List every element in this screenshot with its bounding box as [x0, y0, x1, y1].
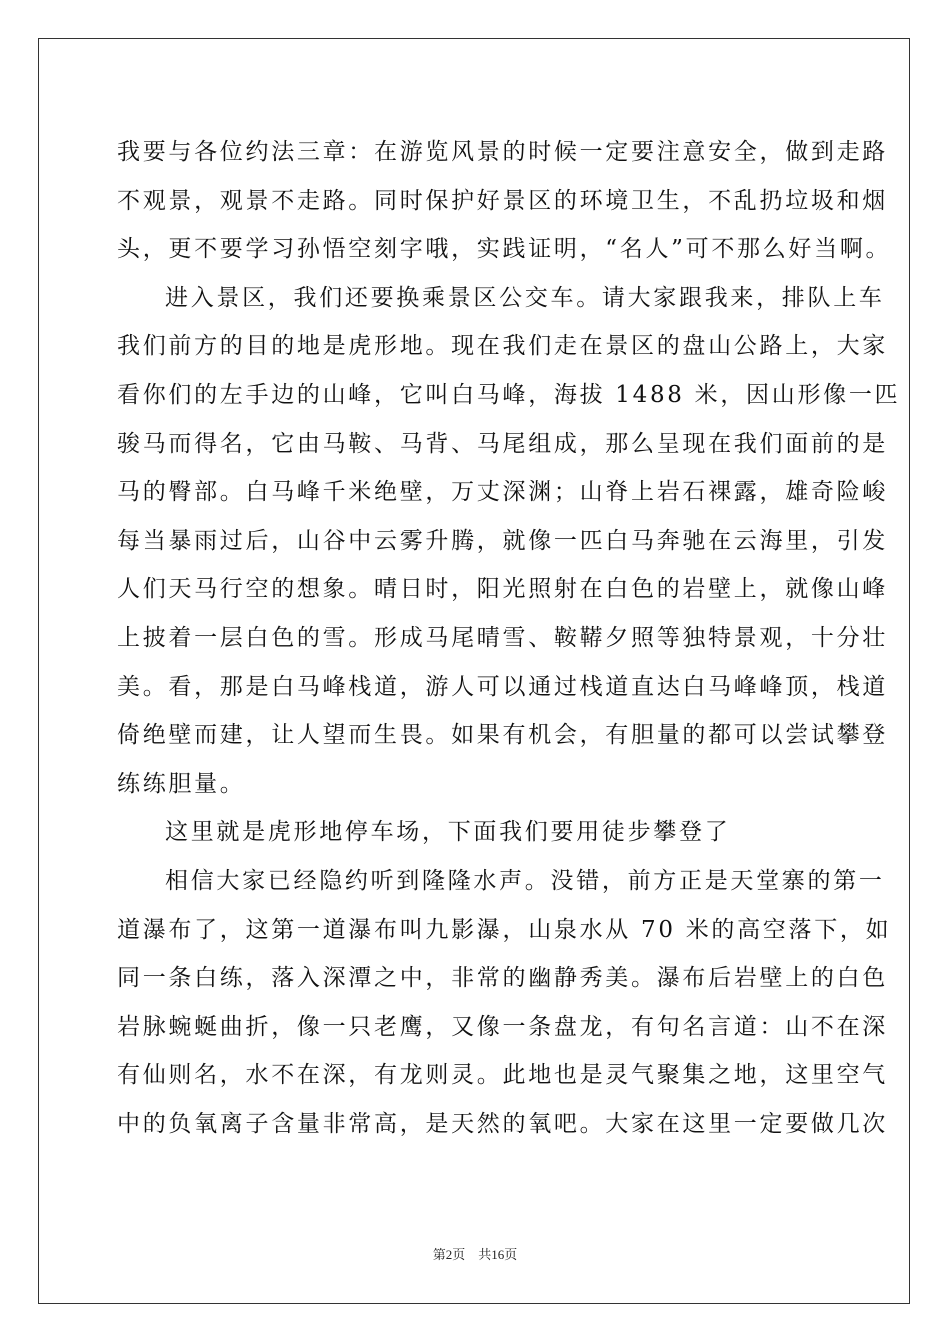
text-line: 马的臀部。白马峰千米绝壁，万丈深渊；山脊上岩石裸露，雄奇险峻 — [117, 479, 888, 506]
text-line: 我们前方的目的地是虎形地。现在我们走在景区的盘山公路上，大家 — [117, 333, 888, 360]
text-line: 中的负氧离子含量非常高，是天然的氧吧。大家在这里一定要做几次 — [117, 1110, 888, 1137]
text-line: 每当暴雨过后，山谷中云雾升腾，就像一匹白马奔驰在云海里，引发 — [117, 527, 888, 554]
text-line: 看你们的左手边的山峰，它叫白马峰，海拔 1488 米，因山形像一匹 — [117, 381, 901, 408]
text-line: 进入景区，我们还要换乘景区公交车。请大家跟我来，排队上车 — [165, 284, 885, 311]
text-line: 练练胆量。 — [117, 770, 246, 797]
text-line: 倚绝壁而建，让人望而生畏。如果有机会，有胆量的都可以尝试攀登 — [117, 722, 888, 749]
document-body — [117, 128, 901, 1148]
text-line: 不观景，观景不走路。同时保护好景区的环境卫生，不乱扔垃圾和烟 — [117, 187, 888, 214]
text-line: 上披着一层白色的雪。形成马尾晴雪、鞍鞯夕照等独特景观，十分壮 — [117, 624, 888, 651]
text-line: 这里就是虎形地停车场，下面我们要用徒步攀登了 — [165, 819, 731, 846]
text-line: 头，更不要学习孙悟空刻字哦，实践证明，“名人”可不那么好当啊。 — [117, 236, 892, 263]
text-line: 美。看，那是白马峰栈道，游人可以通过栈道直达白马峰峰顶，栈道 — [117, 673, 888, 700]
text-line: 我要与各位约法三章：在游览风景的时候一定要注意安全，做到走路 — [117, 139, 888, 165]
text-line: 骏马而得名，它由马鞍、马背、马尾组成，那么呈现在我们面前的是 — [117, 430, 888, 457]
text-line: 岩脉蜿蜒曲折，像一只老鹰，又像一条盘龙，有句名言道：山不在深 — [117, 1013, 888, 1040]
text-line: 有仙则名，水不在深，有龙则灵。此地也是灵气聚集之地，这里空气 — [117, 1062, 888, 1089]
text-line: 相信大家已经隐约听到隆隆水声。没错，前方正是天堂寨的第一 — [165, 867, 885, 894]
text-line: 人们天马行空的想象。晴日时，阳光照射在白色的岩壁上，就像山峰 — [117, 576, 888, 603]
page-number-footer: 第2页 共16页 — [432, 1247, 518, 1262]
text-line: 道瀑布了，这第一道瀑布叫九影瀑，山泉水从 70 米的高空落下，如 — [117, 916, 892, 943]
text-line: 同一条白练，落入深潭之中，非常的幽静秀美。瀑布后岩壁上的白色 — [117, 965, 888, 992]
